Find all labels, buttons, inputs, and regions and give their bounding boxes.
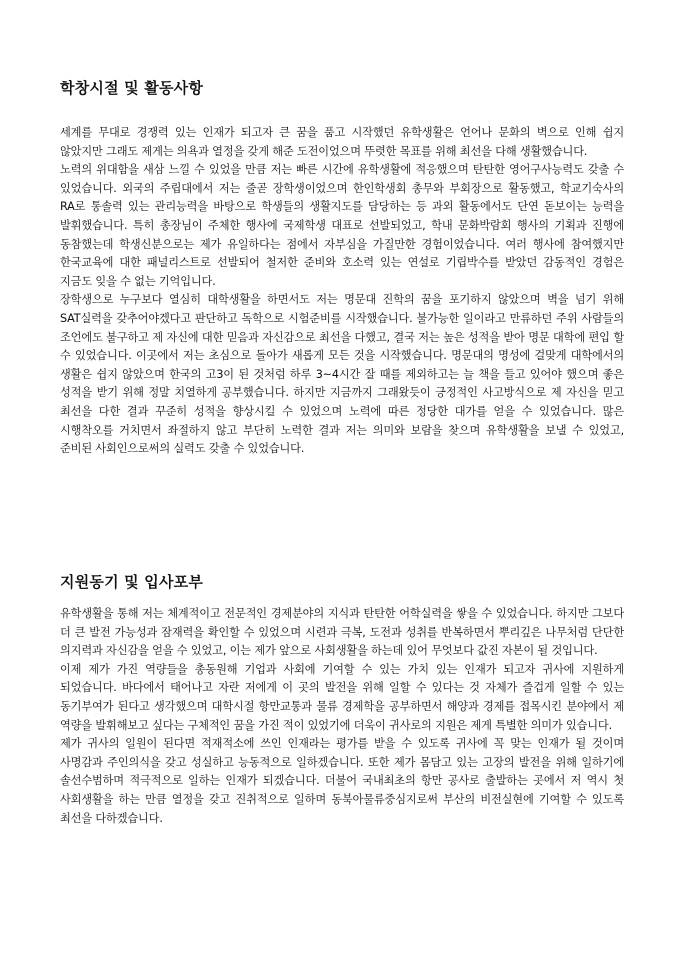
- section-motivation-aspirations: [60, 571, 624, 828]
- section-heading: 학창시절 및 활동사항: [60, 79, 204, 97]
- paragraph: 노력의 위대함을 새삼 느낄 수 있었을 만큼 저는 빠른 시간에 유학생활에 적응했으며 탄탄한 영어구사능력도 갖출 수 있었습니다. 외국의 주립대에서 저는 줄곧 장학생이었으며 한인학생회 총무와 부회장으로 활동했고, 학교기숙사의 RA로 통솔력 있는 관리능력을 바탕으로 학생들의 생활지도를 담당하는 등 과외 활동에서도 단연 돋보이는 능력을 발휘했습니다. 특히 총장님이 주체한 행사에 국제학생 대표로 선발되었고, 학내 문화박람회 행사의 기획과 진행에 동참했는데 학생신분으로는 제가 유일하다는 점에서 자부심을 가질만한 경험이었습니다. 여러 행사에 참여했지만 한국교육에 대한 패널리스트로 선발되어 철저한 준비와 호소력 있는 연설로 기립박수를 받았던 감동적인 경험은 지금도 잊을 수 없는 기억입니다.: [60, 163, 624, 288]
- paragraph: 세계를 무대로 경쟁력 있는 인재가 되고자 큰 꿈을 품고 시작했던 유학생활은 언어나 문화의 벽으로 인해 쉽지 않았지만 그래도 제게는 의욕과 열정을 갖게 해준 도전이었으며 뚜렷한 목표를 위해 최선을 다해 생활했습니다.: [60, 126, 624, 158]
- paragraph: 이제 제가 가진 역량들을 총동원해 기업과 사회에 기여할 수 있는 가치 있는 인재가 되고자 귀사에 지원하게 되었습니다. 바다에서 태어나고 자란 저에게 이 곳의 발전을 위해 일할 수 있다는 것 자체가 즐겁게 일할 수 있는 동기부여가 된다고 생각했으며 대학시절 항만교통과 물류 경제학을 공부하면서 해양과 경제를 접목시킨 분야에서 제 역량을 발휘해보고 싶다는 구체적인 꿈을 가진 적이 있었기에 더욱이 귀사로의 지원은 제게 특별한 의미가 있습니다.: [60, 662, 624, 732]
- paragraph: 유학생활을 통해 저는 체계적이고 전문적인 경제분야의 지식과 탄탄한 어학실력을 쌓을 수 있었습니다. 하지만 그보다 더 큰 발전 가능성과 잠재력을 확인할 수 있었으며 시련과 극복, 도전과 성취를 반복하면서 뿌리깊은 나무처럼 단단한 의지력과 자신감을 얻을 수 있었고, 이는 제가 앞으로 사회생활을 하는데 있어 무엇보다 값진 자본이 될 것입니다.: [60, 607, 624, 658]
- section-heading: 지원동기 및 입사포부: [60, 573, 204, 591]
- paragraph: 장학생으로 누구보다 열심히 대학생활을 하면서도 저는 명문대 진학의 꿈을 포기하지 않았으며 벽을 넘기 위해 SAT실력을 갖추어야겠다고 판단하고 독학으로 시험준비를 시작했습니다. 불가능한 일이라고 만류하던 주위 사람들의 조언에도 불구하고 제 자신에 대한 믿음과 자신감으로 최선을 다했고, 결국 저는 높은 성적을 받아 명문 대학에 편입 할 수 있었습니다. 이곳에서 저는 초심으로 돌아가 새롭게 모든 것을 시작했습니다. 명문대의 명성에 걸맞게 대학에서의 생활은 쉽지 않았으며 한국의 고3이 된 것처럼 하루 3~4시간 잘 때를 제외하고는 늘 책을 들고 있어야 했으며 좋은 성적을 받기 위해 정말 치열하게 공부했습니다. 하지만 지금까지 그래왔듯이 긍정적인 사고방식으로 제 자신을 믿고 최선을 다한 결과 꾸준히 성적을 향상시킬 수 있었으며 노력에 따른 정당한 대가를 얻을 수 있었습니다. 많은 시행착오를 거치면서 좌절하지 않고 부단히 노력한 결과 저는 의미와 보람을 찾으며 유학생활을 보낼 수 있었고, 준비된 사회인으로써의 실력도 갖출 수 있었습니다.: [60, 293, 624, 456]
- paragraph: 제가 귀사의 일원이 된다면 적재적소에 쓰인 인재라는 평가를 받을 수 있도록 귀사에 꼭 맞는 인재가 될 것이며 사명감과 주인의식을 갖고 성실하고 능동적으로 일하겠습니다. 또한 제가 몸담고 있는 고장의 발전을 위해 일하기에 솔선수범하며 적극적으로 일하는 인재가 되겠습니다. 더불어 국내최초의 항만 공사로 출발하는 곳에서 저 역시 첫 사회생활을 하는 만큼 열정을 갖고 진취적으로 일하며 동북아물류중심지로써 부산의 비전실현에 기여할 수 있도록 최선을 다하겠습니다.: [60, 737, 624, 825]
- section-school-activities: [60, 77, 624, 459]
